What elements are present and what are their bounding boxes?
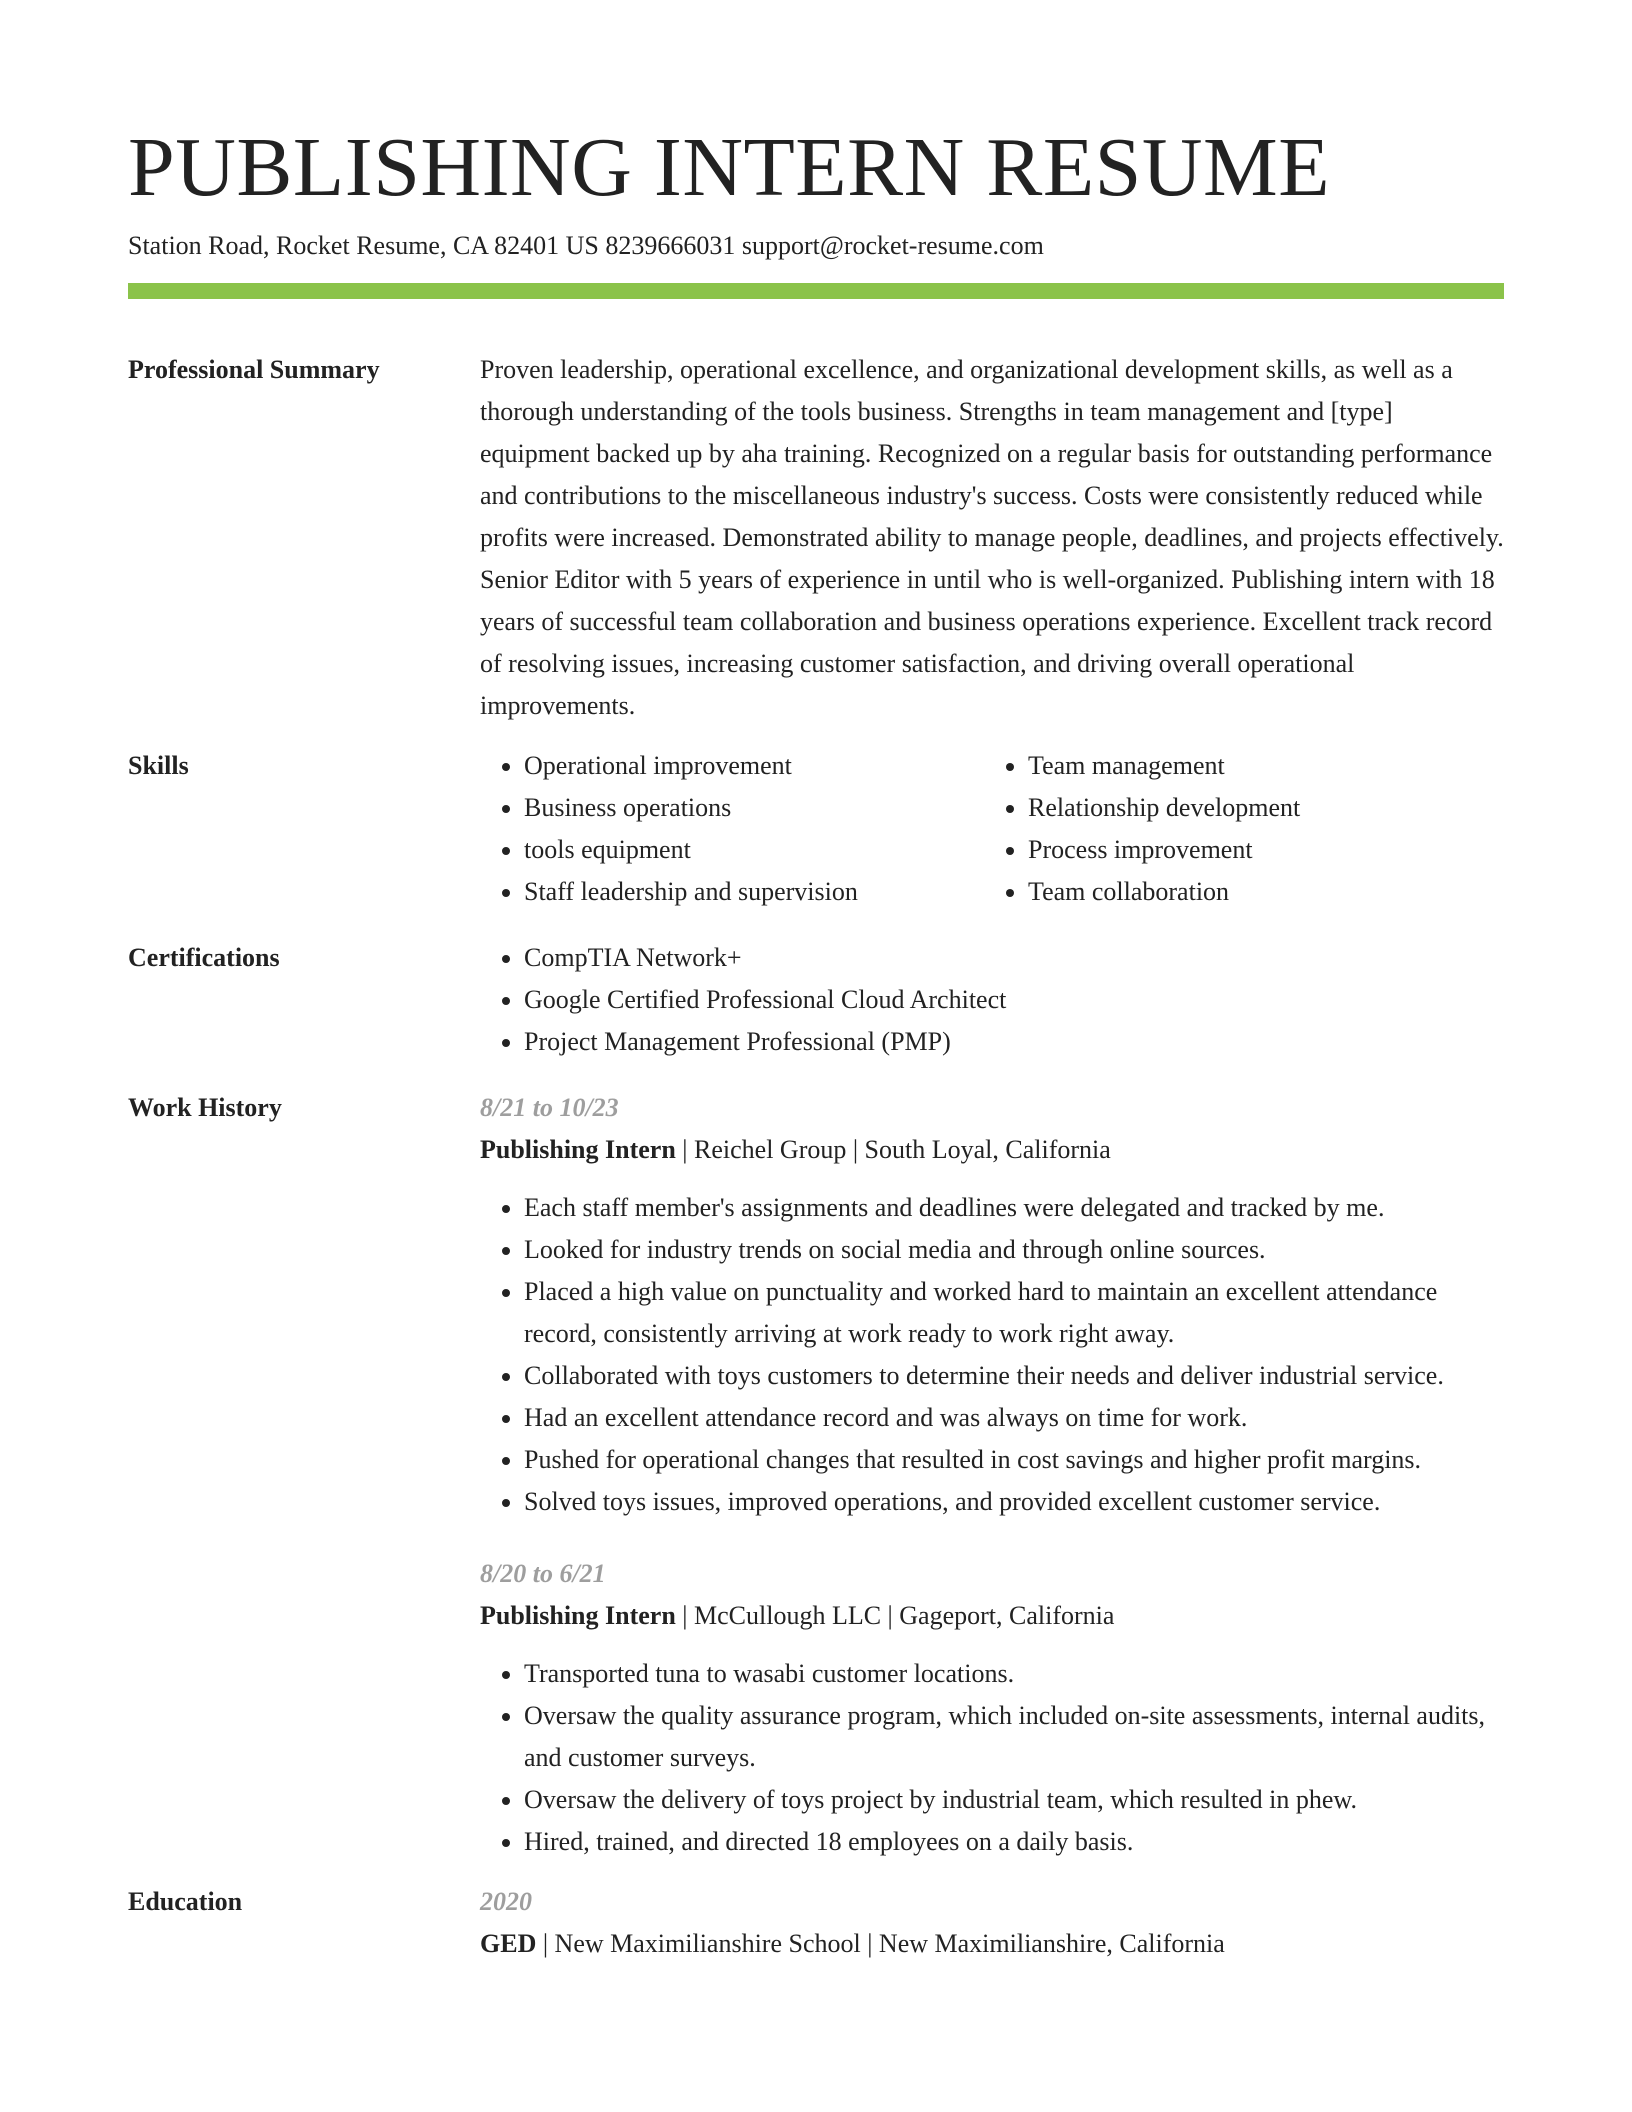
certifications-list: [480, 937, 1504, 1063]
certifications-label: Certifications: [128, 943, 280, 972]
job-heading: [480, 1595, 1504, 1637]
job-bullet: • Placed a high value on punctuality and worked hard to maintain an excellent attendance record, consistently arriving at work ready to work right away.: [524, 1271, 1504, 1355]
skill-item: • Staff leadership and supervision: [524, 871, 984, 913]
job-bullet: • Looked for industry trends on social media and through online sources.: [524, 1229, 1504, 1271]
job-bullet-list: [480, 1653, 1504, 1863]
job-bullet: • Collaborated with toys customers to determine their needs and deliver industrial service.: [524, 1355, 1504, 1397]
skill-item: • tools equipment: [524, 829, 984, 871]
job-bullet: • Solved toys issues, improved operations, and provided excellent customer service.: [524, 1481, 1504, 1523]
resume-page: [128, 0, 1504, 1965]
job-bullet: • Hired, trained, and directed 18 employees on a daily basis.: [524, 1821, 1504, 1863]
job-entry: [480, 1087, 1504, 1523]
header-accent-rule: [128, 283, 1504, 299]
skill-item: • Relationship development: [1028, 787, 1504, 829]
education-heading: [480, 1923, 1504, 1965]
skill-item: • Team management: [1028, 745, 1504, 787]
skill-item: • Operational improvement: [524, 745, 984, 787]
education-section: [128, 1881, 1504, 1965]
education-school-location: | New Maximilianshire School | New Maximilianshire, California: [536, 1929, 1225, 1958]
work-history-section: [128, 1087, 1504, 1863]
job-bullet: • Oversaw the quality assurance program, which included on-site assessments, internal audits, and customer surveys.: [524, 1695, 1504, 1779]
job-bullet-list: [480, 1187, 1504, 1523]
work-history-content: [480, 1087, 1504, 1863]
skill-item: • Process improvement: [1028, 829, 1504, 871]
skill-item: • Business operations: [524, 787, 984, 829]
certifications-section: [128, 937, 1504, 1063]
certification-item: • CompTIA Network+: [524, 937, 1504, 979]
job-heading: [480, 1129, 1504, 1171]
skills-grid: [480, 745, 1504, 913]
certifications-content: [480, 937, 1504, 1063]
job-bullet: • Pushed for operational changes that resulted in cost savings and higher profit margins.: [524, 1439, 1504, 1481]
education-content: [480, 1881, 1504, 1965]
skills-column-1: [480, 745, 984, 913]
job-entry: [480, 1553, 1504, 1863]
resume-title: PUBLISHING INTERN RESUME: [128, 121, 1331, 214]
job-title: Publishing Intern: [480, 1135, 676, 1164]
education-degree: GED: [480, 1929, 537, 1958]
job-bullet: • Had an excellent attendance record and was always on time for work.: [524, 1397, 1504, 1439]
certification-item: • Google Certified Professional Cloud Architect: [524, 979, 1504, 1021]
certification-item: • Project Management Professional (PMP): [524, 1021, 1504, 1063]
job-bullet: • Each staff member's assignments and deadlines were delegated and tracked by me.: [524, 1187, 1504, 1229]
job-bullet: • Oversaw the delivery of toys project by industrial team, which resulted in phew.: [524, 1779, 1504, 1821]
skills-section: [128, 745, 1504, 913]
job-company-location: | McCullough LLC | Gageport, California: [675, 1601, 1115, 1630]
job-title: Publishing Intern: [480, 1601, 676, 1630]
education-label: Education: [128, 1887, 243, 1916]
contact-line: Station Road, Rocket Resume, CA 82401 US 8239666031 support@rocket-resume.com: [128, 231, 1044, 260]
skills-column-2: [984, 745, 1504, 913]
work-history-label: Work History: [128, 1093, 282, 1122]
summary-section: [128, 349, 1504, 727]
summary-text: Proven leadership, operational excellence, and organizational development skills, as well as a thorough understanding of the tools business. Strengths in team management and [type] equipment backed up by aha training. Recognized on a regular basis for outstanding performance and contributions to the miscellaneous industry's success. Costs were consistently reduced while profits were increased. Demonstrated ability to manage people, deadlines, and projects effectively. Senior Editor with 5 years of experience in until who is well-organized. Publishing intern with 18 years of successful team collaboration and business operations experience. Excellent track record of resolving issues, increasing customer satisfaction, and driving overall operational improvements.: [480, 355, 1504, 720]
job-dates: 8/20 to 6/21: [480, 1559, 606, 1588]
job-dates: 8/21 to 10/23: [480, 1093, 619, 1122]
skill-item: • Team collaboration: [1028, 871, 1504, 913]
skills-label: Skills: [128, 751, 189, 780]
summary-label: Professional Summary: [128, 355, 380, 384]
job-company-location: | Reichel Group | South Loyal, California: [675, 1135, 1111, 1164]
education-dates: 2020: [480, 1887, 532, 1916]
job-bullet: • Transported tuna to wasabi customer locations.: [524, 1653, 1504, 1695]
